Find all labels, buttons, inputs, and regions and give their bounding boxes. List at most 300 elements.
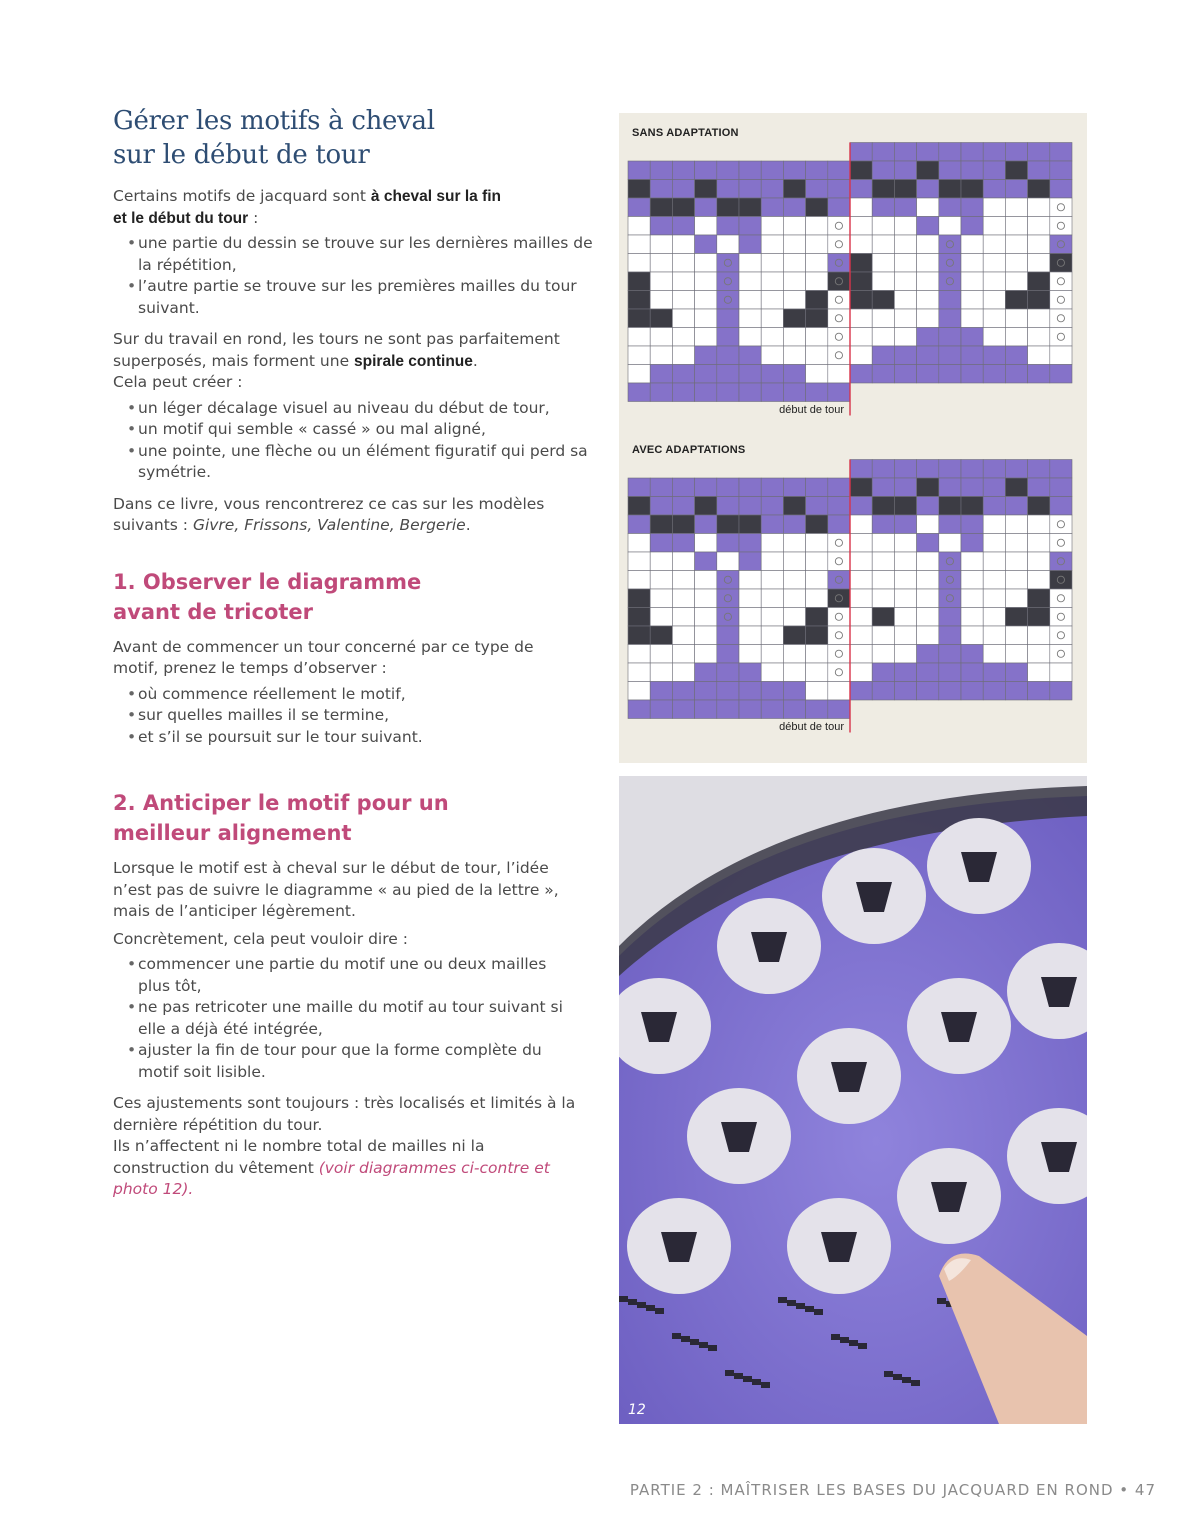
chart-cell: [695, 608, 717, 627]
chart-cell: [672, 682, 694, 701]
chart-cell: [628, 700, 650, 719]
chart-cell: [717, 552, 739, 571]
chart-cell: [717, 608, 739, 627]
chart-2-label: AVEC ADAPTATIONS: [632, 444, 746, 456]
chart-cell: [872, 552, 894, 571]
chart-cell: [1028, 291, 1050, 310]
chart-cell: [828, 478, 850, 497]
chart-cell: [983, 608, 1005, 627]
chart-cell: [806, 663, 828, 682]
chart-cell: [961, 497, 983, 516]
chart-cell: [739, 682, 761, 701]
chart-cell: [806, 589, 828, 608]
chart-cell: [1050, 515, 1072, 534]
chart-cell: [939, 663, 961, 682]
chart-cell: [783, 534, 805, 553]
chart-cell: [872, 571, 894, 590]
chart-cell: [917, 589, 939, 608]
chart-cell: [628, 180, 650, 199]
chart-without-adaptation: [628, 143, 1072, 416]
chart-cell: [739, 515, 761, 534]
chart-cell: [717, 497, 739, 516]
chart-cell: [717, 515, 739, 534]
section-2-title: 2. Anticiper le motif pour un meilleur alignement: [113, 791, 449, 845]
chart-cell: [939, 682, 961, 701]
chart-cell: [672, 365, 694, 384]
chart-cell: [783, 365, 805, 384]
chart-cell: [850, 608, 872, 627]
chart-cell: [850, 534, 872, 553]
chart-cell: [717, 478, 739, 497]
chart-cell: [1050, 365, 1072, 384]
chart-cell: [695, 515, 717, 534]
chart-cell: [695, 700, 717, 719]
chart-cell: [872, 328, 894, 347]
list-item: • où commence réellement le motif,: [113, 684, 593, 706]
chart-cell: [761, 608, 783, 627]
chart-cell: [1028, 626, 1050, 645]
chart-cell: [806, 383, 828, 402]
chart-cell: [783, 198, 805, 217]
chart-cell: [1005, 571, 1027, 590]
chart-cell: [628, 365, 650, 384]
chart-cell: [983, 682, 1005, 701]
chart-cell: [806, 291, 828, 310]
chart-cell: [761, 515, 783, 534]
list-item: • l’autre partie se trouve sur les premières mailles du tour suivant.: [113, 276, 593, 319]
chart-cell: [917, 515, 939, 534]
chart-cell: [894, 682, 916, 701]
chart-cell: [961, 682, 983, 701]
chart-cell: [1028, 235, 1050, 254]
chart-cell: [650, 346, 672, 365]
chart-cell: [983, 272, 1005, 291]
chart-cell: [1005, 309, 1027, 328]
chart-cell: [917, 254, 939, 273]
chart-cell: [939, 460, 961, 479]
chart-cell: [850, 180, 872, 199]
knit-stitch: [628, 1299, 637, 1305]
chart-cell: [961, 291, 983, 310]
chart-cell: [1050, 235, 1072, 254]
chart-cell: [717, 663, 739, 682]
page-footer: PARTIE 2 : MAÎTRISER LES BASES DU JACQUARD EN ROND • 47: [629, 1481, 1156, 1499]
chart-cell: [783, 383, 805, 402]
knitting-charts: [619, 113, 1087, 763]
chart-cell: [783, 515, 805, 534]
chart-cell: [961, 663, 983, 682]
chart-cell: [1028, 143, 1050, 162]
chart-cell: [894, 254, 916, 273]
photo-number: 12: [628, 1402, 646, 1418]
chart-cell: [939, 309, 961, 328]
chart-cell: [1028, 534, 1050, 553]
chart-cell: [739, 626, 761, 645]
chart-cell: [872, 365, 894, 384]
chart-cell: [917, 365, 939, 384]
chart-cell: [1028, 515, 1050, 534]
chart-cell: [894, 309, 916, 328]
chart-cell: [1028, 478, 1050, 497]
knit-stitch: [911, 1380, 920, 1386]
chart-cell: [628, 571, 650, 590]
chart-cell: [650, 383, 672, 402]
chart-cell: [939, 365, 961, 384]
chart-cell: [739, 571, 761, 590]
chart-cell: [739, 700, 761, 719]
chart-cell: [695, 161, 717, 180]
chart-cell: [961, 552, 983, 571]
chart-cell: [650, 645, 672, 664]
chart-cell: [761, 217, 783, 236]
chart-cell: [628, 291, 650, 310]
chart-cell: [872, 460, 894, 479]
knit-stitch: [805, 1306, 814, 1312]
knit-stitch: [708, 1345, 717, 1351]
chart-cell: [695, 534, 717, 553]
knitting-charts-panel: [619, 113, 1087, 763]
chart-cell: [961, 645, 983, 664]
knit-stitch: [761, 1382, 770, 1388]
chart-cell: [650, 608, 672, 627]
chart-cell: [672, 272, 694, 291]
chart-cell: [917, 143, 939, 162]
chart-cell: [1028, 663, 1050, 682]
chart-cell: [650, 161, 672, 180]
knit-stitch: [725, 1370, 734, 1376]
chart-cell: [828, 198, 850, 217]
chart-cell: [983, 552, 1005, 571]
chart-cell: [939, 589, 961, 608]
photo-reference-link: (voir diagrammes ci-contre et photo 12).: [113, 1158, 550, 1198]
chart-cell: [717, 180, 739, 199]
chart-cell: [739, 272, 761, 291]
chart-cell: [1005, 497, 1027, 516]
chart-cell: [850, 291, 872, 310]
chart-cell: [983, 143, 1005, 162]
chart-1-label: SANS ADAPTATION: [632, 127, 739, 139]
chart-cell: [672, 497, 694, 516]
chart-cell: [628, 328, 650, 347]
chart-cell: [806, 478, 828, 497]
chart-cell: [739, 291, 761, 310]
chart-cell: [806, 626, 828, 645]
chart-cell: [828, 346, 850, 365]
chart-cell: [917, 534, 939, 553]
chart-cell: [983, 365, 1005, 384]
chart-cell: [850, 328, 872, 347]
chart-cell: [672, 608, 694, 627]
chart-cell: [872, 309, 894, 328]
chart-cell: [650, 254, 672, 273]
chart-cell: [850, 161, 872, 180]
chart-cell: [872, 497, 894, 516]
chart-cell: [717, 365, 739, 384]
chart-cell: [650, 217, 672, 236]
chart-cell: [1028, 217, 1050, 236]
chart-cell: [894, 626, 916, 645]
chart-cell: [717, 217, 739, 236]
chart-cell: [1050, 291, 1072, 310]
chart-cell: [939, 254, 961, 273]
chart-cell: [983, 291, 1005, 310]
chart-cell: [1050, 682, 1072, 701]
chart-cell: [761, 383, 783, 402]
section-1-bullet-list: [113, 684, 593, 749]
chart-cell: [806, 328, 828, 347]
chart-cell: [806, 515, 828, 534]
chart-cell: [695, 626, 717, 645]
chart-cell: [628, 626, 650, 645]
chart-cell: [761, 552, 783, 571]
knit-stitch: [884, 1371, 893, 1377]
chart-cell: [695, 272, 717, 291]
chart-cell: [1050, 254, 1072, 273]
chart-cell: [983, 589, 1005, 608]
chart-cell: [894, 571, 916, 590]
chart-cell: [761, 161, 783, 180]
chart-cell: [894, 515, 916, 534]
chart-cell: [983, 663, 1005, 682]
chart-cell: [783, 552, 805, 571]
chart-cell: [717, 328, 739, 347]
chart-cell: [672, 291, 694, 310]
chart-cell: [983, 180, 1005, 199]
chart-cell: [872, 515, 894, 534]
chart-cell: [872, 346, 894, 365]
chart-cell: [761, 663, 783, 682]
knit-stitch: [814, 1309, 823, 1315]
chart-cell: [761, 645, 783, 664]
chart-cell: [783, 682, 805, 701]
intro-paragraph: Certains motifs de jacquard sont à cheval sur la fin et le début du tour :: [113, 187, 502, 227]
chart-cell: [717, 589, 739, 608]
chart-cell: [761, 235, 783, 254]
chart-cell: [983, 309, 1005, 328]
chart-cell: [983, 478, 1005, 497]
chart-cell: [672, 180, 694, 199]
chart-cell: [1050, 161, 1072, 180]
chart-cell: [961, 571, 983, 590]
chart-cell: [917, 682, 939, 701]
chart-cell: [850, 198, 872, 217]
chart-cell: [872, 478, 894, 497]
chart-cell: [739, 309, 761, 328]
title-line-1: Gérer les motifs à cheval: [113, 106, 435, 136]
chart-cell: [894, 365, 916, 384]
chart-cell: [939, 645, 961, 664]
chart-cell: [917, 198, 939, 217]
chart-cell: [739, 328, 761, 347]
chart-cell: [739, 589, 761, 608]
chart-cell: [983, 645, 1005, 664]
chart-cell: [961, 272, 983, 291]
chart-cell: [628, 161, 650, 180]
chart-cell: [806, 346, 828, 365]
chart-cell: [1050, 663, 1072, 682]
chart-cell: [650, 571, 672, 590]
chart-cell: [695, 328, 717, 347]
knit-stitch: [849, 1340, 858, 1346]
chart-cell: [1005, 682, 1027, 701]
chart-cell: [628, 682, 650, 701]
chart-cell: [961, 161, 983, 180]
chart-cell: [650, 180, 672, 199]
chart-cell: [828, 534, 850, 553]
chart-cell: [1028, 346, 1050, 365]
chart-cell: [739, 198, 761, 217]
chart-cell: [806, 365, 828, 384]
chart-cell: [628, 534, 650, 553]
chart-cell: [783, 291, 805, 310]
chart-cell: [961, 365, 983, 384]
chart-cell: [894, 608, 916, 627]
chart-cell: [739, 161, 761, 180]
section-2-text-3: Ces ajustements sont toujours : très localisés et limités à la dernière répétition du tour. Ils n’affectent ni le nombre total de mailles ni la construction du vêtement (voir diagrammes ci-contre et photo 12).: [113, 1094, 576, 1198]
chart-cell: [872, 589, 894, 608]
chart-cell: [650, 552, 672, 571]
chart-cell: [961, 235, 983, 254]
knit-stitch: [796, 1303, 805, 1309]
chart-cell: [828, 552, 850, 571]
list-item: • sur quelles mailles il se termine,: [113, 705, 593, 727]
chart-cell: [939, 626, 961, 645]
chart-cell: [695, 497, 717, 516]
chart-cell: [850, 254, 872, 273]
chart-cell: [761, 272, 783, 291]
chart-cell: [1050, 460, 1072, 479]
chart-cell: [939, 571, 961, 590]
chart-cell: [695, 217, 717, 236]
chart-cell: [961, 589, 983, 608]
chart-cell: [939, 217, 961, 236]
chart-cell: [1028, 608, 1050, 627]
chart-cell: [894, 497, 916, 516]
chart-cell: [783, 217, 805, 236]
list-item: • une pointe, une flèche ou un élément figuratif qui perd sa symétrie.: [113, 441, 593, 484]
chart-cell: [650, 626, 672, 645]
chart-cell: [961, 254, 983, 273]
chart-cell: [783, 272, 805, 291]
chart-cell: [961, 143, 983, 162]
chart-cell: [1050, 309, 1072, 328]
chart-cell: [1005, 328, 1027, 347]
chart-cell: [828, 235, 850, 254]
chart-cell: [939, 180, 961, 199]
chart-cell: [917, 608, 939, 627]
chart-cell: [983, 217, 1005, 236]
knit-stitch: [752, 1379, 761, 1385]
chart-cell: [1050, 534, 1072, 553]
chart-cell: [695, 571, 717, 590]
chart-cell: [650, 198, 672, 217]
chart-cell: [872, 161, 894, 180]
chart-cell: [828, 254, 850, 273]
chart-cell: [1028, 328, 1050, 347]
chart-cell: [695, 663, 717, 682]
chart-cell: [761, 180, 783, 199]
chart-cell: [894, 328, 916, 347]
chart-cell: [650, 291, 672, 310]
knit-stitch: [637, 1302, 646, 1308]
chart-cell: [828, 497, 850, 516]
list-item: • une partie du dessin se trouve sur les dernières mailles de la répétition,: [113, 233, 593, 276]
chart-cell: [761, 309, 783, 328]
section-1-text: Avant de commencer un tour concerné par ce type de motif, prenez le temps d’observer :: [113, 637, 534, 677]
chart-cell: [894, 460, 916, 479]
chart-cell: [672, 309, 694, 328]
chart-cell: [917, 663, 939, 682]
chart-cell: [939, 346, 961, 365]
effects-bullet-list: [113, 398, 593, 484]
chart-cell: [806, 497, 828, 516]
chart-cell: [650, 700, 672, 719]
chart-cell: [650, 534, 672, 553]
chart-cell: [717, 254, 739, 273]
chart-cell: [672, 198, 694, 217]
chart-cell: [783, 626, 805, 645]
chart-cell: [672, 663, 694, 682]
knit-stitch: [831, 1334, 840, 1340]
chart-cell: [672, 589, 694, 608]
chart-cell: [983, 235, 1005, 254]
knit-stitch: [902, 1377, 911, 1383]
chart-cell: [961, 309, 983, 328]
chart-cell: [917, 328, 939, 347]
section-1-title: 1. Observer le diagramme avant de tricoter: [113, 569, 422, 624]
chart-cell: [1050, 346, 1072, 365]
chart-cell: [1005, 608, 1027, 627]
chart-cell: [695, 198, 717, 217]
chart-cell: [806, 254, 828, 273]
chart-cell: [672, 534, 694, 553]
list-item: • ne pas retricoter une maille du motif au tour suivant si elle a déjà été intégrée,: [113, 997, 583, 1040]
chart-cell: [850, 143, 872, 162]
chart-cell: [717, 272, 739, 291]
chart-cell: [672, 515, 694, 534]
chart-cell: [894, 552, 916, 571]
chart-cell: [872, 534, 894, 553]
chart-cell: [695, 235, 717, 254]
knit-stitch: [699, 1342, 708, 1348]
chart-cell: [672, 328, 694, 347]
chart-cell: [1005, 217, 1027, 236]
chart-cell: [983, 460, 1005, 479]
chart-cell: [917, 180, 939, 199]
chart-cell: [1005, 515, 1027, 534]
chart-cell: [850, 235, 872, 254]
chart-cell: [917, 626, 939, 645]
chart-cell: [806, 217, 828, 236]
chart-cell: [806, 682, 828, 701]
chart-cell: [850, 515, 872, 534]
chart-cell: [828, 589, 850, 608]
chart-cell: [783, 235, 805, 254]
chart-cell: [672, 478, 694, 497]
chart-cell: [628, 589, 650, 608]
chart-cell: [1050, 217, 1072, 236]
chart-cell: [628, 552, 650, 571]
chart-cell: [761, 497, 783, 516]
chart-cell: [628, 478, 650, 497]
chart-cell: [628, 217, 650, 236]
chart-cell: [872, 235, 894, 254]
chart-cell: [961, 608, 983, 627]
chart-cell: [783, 346, 805, 365]
chart-cell: [717, 571, 739, 590]
chart-cell: [1028, 365, 1050, 384]
knit-stitch: [937, 1298, 946, 1304]
